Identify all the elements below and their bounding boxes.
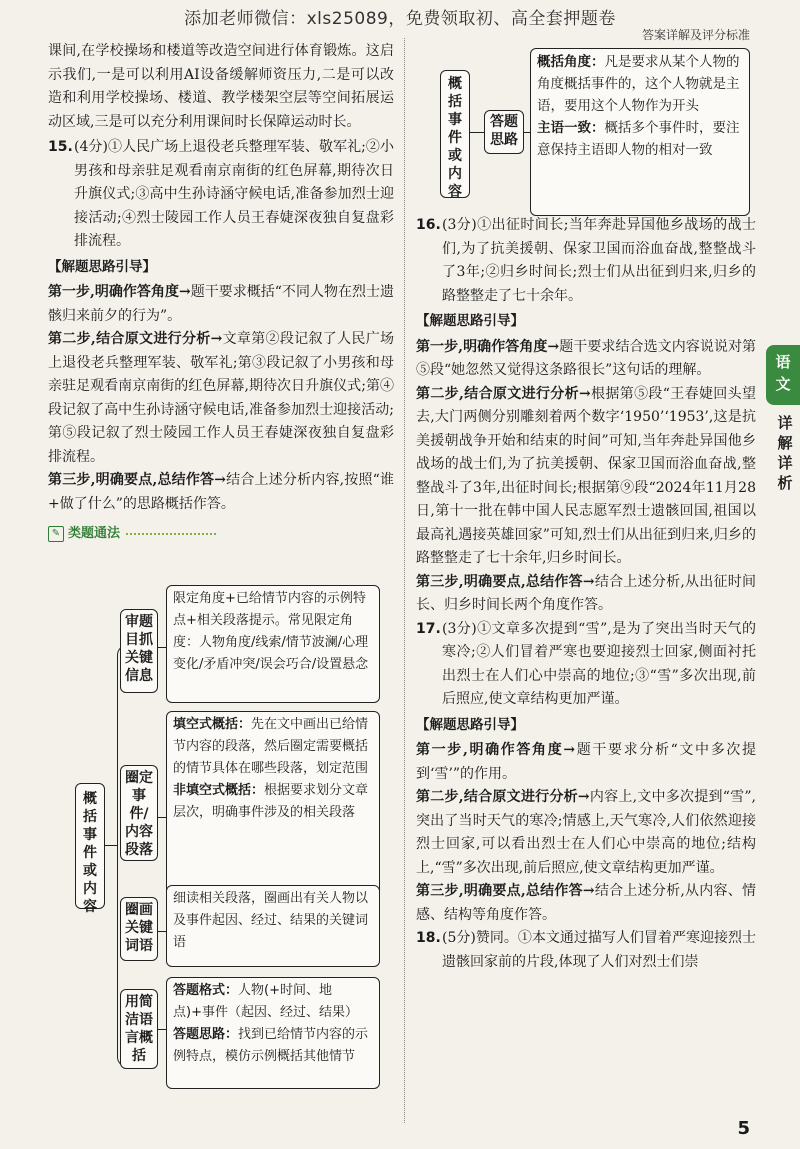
step-2: 第二步,结合原文进行分析→根据第⑤段“王春婕回头望去,大门两侧分别雕刻着两个数字‘1950’‘1953’,这是抗美援朝战争开始和结束的时间”可知,当年奔赴异国他乡战场的战士们,为了抗美援朝、保家卫国而浴血奋战,整整战斗了3年,出征时间长;根据第⑨段“2024年11月28日,第十一批在韩中国人民志愿军烈士遗骸回国,祖国以最高礼遇接英雄回家”可知,烈士们从出征到归来,归乡的路整整走了七十余年,归乡时间长。 — [416, 385, 756, 566]
tips-title: 类题通法 — [68, 526, 121, 541]
watermark: 添加老师微信：xls25089，免费领取初、高全套押题卷 — [184, 9, 616, 29]
tips-header — [48, 522, 394, 546]
answer-text: (4分)①人民广场上退役老兵整理军装、敬军礼;②小男孩和母亲驻足观看南京南街的红色屏幕,期待次日升旗仪式;③高中生孙诗涵守候电话,准备参加烈士迎接活动;④烈士陵园工作人员王春婕深夜独自复盘彩排流程。 — [74, 139, 394, 249]
mindmap-right-root: 概括事件或内容 — [440, 70, 470, 198]
mindmap-left — [48, 585, 398, 1095]
question-number: 17. — [416, 620, 441, 637]
branch-content-1: 限定角度+已给情节内容的示例特点+相关段落提示。常见限定角度：人物角度/线索/情节波澜/心理变化/矛盾冲突/误会巧合/设置悬念 — [166, 585, 380, 703]
guide-heading: 【解题思路引导】 — [48, 258, 156, 275]
intro-paragraph: 课间,在学校操场和楼道等改造空间进行体育锻炼。这启示我们,一是可以利用AI设备缓解师资压力,二是可以改造和利用学校操场、楼道、教学楼架空层等空间拓展运动区域,三是可以充分利用课间时长保障运动时长。 — [48, 43, 394, 130]
branch-content-4: 答题格式：人物(+时间、地点)+事件（起因、经过、结果） 答题思路：找到已给情节内容的示例特点，模仿示例概括其他情节 — [166, 977, 380, 1089]
question-18 — [416, 927, 756, 974]
branch-content-3: 细读相关段落，圈画出有关人物以及事件起因、经过、结果的关键词语 — [166, 885, 380, 967]
step-1: 第一步,明确作答角度→题干要求概括“不同人物在烈士遗骸归来前夕的行为”。 — [48, 284, 394, 324]
answer-text: (3分)①出征时间长;当年奔赴异国他乡战场的战士们,为了抗美援朝、保家卫国而浴血奋战,整整战斗了3年;②归乡时间长;烈士们从出征到归来,归乡的路整整走了七十余年。 — [442, 217, 756, 304]
subject-tab: 语文 — [766, 345, 800, 405]
step-3: 第三步,明确要点,总结作答→结合上述分析,从出征时间长、归乡时间长两个角度作答。 — [416, 573, 757, 613]
right-column — [416, 214, 756, 974]
column-divider — [404, 38, 405, 1123]
branch-content-2: 填空式概括：先在文中画出已给情节内容的段落，然后圈定需要概括的情节具体在哪些段落，划定范围 非填空式概括：根据要求划分文章层次，明确事件涉及的相关段落 — [166, 711, 380, 917]
question-number: 16. — [416, 217, 441, 233]
header-answer-title: 答案详解及评分标准 — [641, 28, 750, 42]
question-15 — [48, 136, 394, 516]
step-1: 第一步,明确作答角度→题干要求分析“文中多次提到‘雪’”的作用。 — [416, 742, 756, 782]
pencil-icon: ✎ — [48, 526, 64, 542]
answer-text: (5分)赞同。①本文通过描写人们冒着严寒迎接烈士遗骸回家前的片段,体现了人们对烈士们崇 — [442, 930, 756, 970]
page-number: 5 — [737, 1118, 750, 1139]
step-3: 第三步,明确要点,总结作答→结合上述分析内容,按照“谁+做了什么”的思路概括作答。 — [48, 472, 394, 512]
answer-text: (3分)①文章多次提到“雪”,是为了突出当时天气的寒冷;②人们冒着严寒也要迎接烈士回家,侧面衬托出烈士在人们心中崇高的地位;③“雪”多次出现,前后照应,使文章结构更加严谨。 — [442, 620, 756, 707]
question-16 — [416, 214, 756, 618]
tips-underline — [126, 533, 216, 535]
step-2: 第二步,结合原文进行分析→内容上,文中多次提到“雪”,突出了当时天气的寒冷;情感上,天气寒冷,人们依然迎接烈士回家,可以看出烈士在人们心中崇高的地位;结构上,“雪”多次出现,前后照应,使文章结构更加严谨。 — [416, 789, 757, 876]
connector — [105, 845, 117, 846]
mindmap-right — [440, 48, 752, 216]
question-number: 15. — [48, 139, 73, 155]
branch-label-2: 圈定事件/内容段落 — [120, 765, 158, 861]
step-3: 第三步,明确要点,总结作答→结合上述分析,从内容、情感、结构等角度作答。 — [416, 883, 757, 923]
left-column — [48, 40, 394, 550]
branch-label-1: 审题目抓关键信息 — [120, 609, 158, 693]
guide-heading: 【解题思路引导】 — [416, 716, 524, 733]
step-2: 第二步,结合原文进行分析→文章第②段记叙了人民广场上退役老兵整理军装、敬军礼;第③段记叙了小男孩和母亲驻足观看南京南街的红色屏幕,期待次日升旗仪式;第④段记叙了高中生孙诗涵守候电话,准备参加烈士迎接活动;第⑤段记叙了烈士陵园工作人员王春婕深夜独自复盘彩排流程。 — [48, 331, 395, 465]
mindmap-root: 概括事件或内容 — [75, 783, 105, 909]
guide-heading: 【解题思路引导】 — [416, 313, 524, 329]
branch-label-4: 用简洁语言概括 — [120, 989, 158, 1069]
mindmap-right-branch: 答题思路 — [484, 110, 524, 154]
question-number: 18. — [416, 930, 441, 946]
branch-label-3: 圈画关键词语 — [120, 897, 158, 961]
question-17 — [416, 618, 756, 928]
side-label: 详解详析 — [777, 414, 793, 492]
mindmap-right-content: 概括角度：凡是要求从某个人物的角度概括事件的，这个人物就是主语，要用这个人物作为开头 主语一致：概括多个事件时，要注意保持主语即人物的相对一致 — [530, 48, 750, 216]
step-1: 第一步,明确作答角度→题干要求结合选文内容说说对第⑤段“她忽然又觉得这条路很长”这句话的理解。 — [416, 338, 756, 378]
